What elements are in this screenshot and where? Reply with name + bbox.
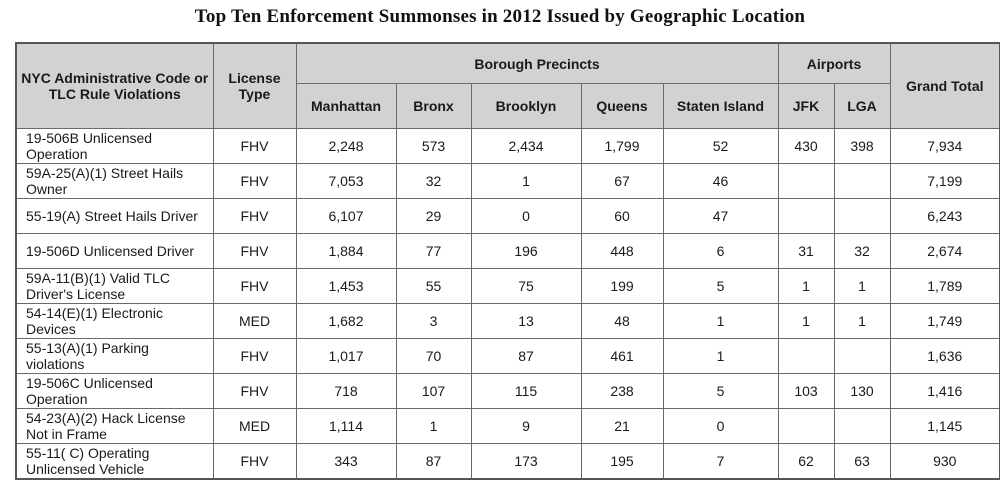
cell-lga: 32 bbox=[834, 234, 890, 269]
table-row bbox=[16, 374, 1000, 409]
cell-license-type: FHV bbox=[213, 269, 296, 304]
table-body bbox=[16, 129, 1000, 480]
cell-lga: 130 bbox=[834, 374, 890, 409]
cell-violation: 19-506D Unlicensed Driver bbox=[16, 234, 213, 269]
header-airports: Airports bbox=[778, 43, 890, 84]
cell-brooklyn: 173 bbox=[471, 444, 581, 480]
table-row bbox=[16, 304, 1000, 339]
cell-manhattan: 343 bbox=[296, 444, 396, 480]
table-row bbox=[16, 409, 1000, 444]
cell-queens: 238 bbox=[581, 374, 663, 409]
table-row bbox=[16, 164, 1000, 199]
cell-brooklyn: 115 bbox=[471, 374, 581, 409]
cell-brooklyn: 87 bbox=[471, 339, 581, 374]
cell-grand-total: 7,934 bbox=[890, 129, 1000, 164]
cell-manhattan: 1,017 bbox=[296, 339, 396, 374]
cell-jfk: 62 bbox=[778, 444, 834, 480]
cell-queens: 199 bbox=[581, 269, 663, 304]
cell-violation: 54-14(E)(1) Electronic Devices bbox=[16, 304, 213, 339]
cell-brooklyn: 1 bbox=[471, 164, 581, 199]
cell-license-type: FHV bbox=[213, 164, 296, 199]
cell-lga bbox=[834, 164, 890, 199]
cell-license-type: MED bbox=[213, 304, 296, 339]
cell-brooklyn: 2,434 bbox=[471, 129, 581, 164]
cell-staten-island: 0 bbox=[663, 409, 778, 444]
cell-staten-island: 1 bbox=[663, 339, 778, 374]
header-row-top bbox=[16, 43, 1000, 84]
cell-staten-island: 1 bbox=[663, 304, 778, 339]
cell-jfk bbox=[778, 339, 834, 374]
cell-queens: 67 bbox=[581, 164, 663, 199]
cell-staten-island: 5 bbox=[663, 269, 778, 304]
cell-brooklyn: 196 bbox=[471, 234, 581, 269]
cell-queens: 21 bbox=[581, 409, 663, 444]
cell-grand-total: 1,789 bbox=[890, 269, 1000, 304]
cell-manhattan: 718 bbox=[296, 374, 396, 409]
cell-staten-island: 7 bbox=[663, 444, 778, 480]
cell-queens: 461 bbox=[581, 339, 663, 374]
cell-manhattan: 1,682 bbox=[296, 304, 396, 339]
cell-violation: 54-23(A)(2) Hack License Not in Frame bbox=[16, 409, 213, 444]
cell-violation: 19-506B Unlicensed Operation bbox=[16, 129, 213, 164]
header-bronx: Bronx bbox=[396, 84, 471, 129]
cell-bronx: 107 bbox=[396, 374, 471, 409]
header-license-type: License Type bbox=[213, 43, 296, 129]
header-violation: NYC Administrative Code or TLC Rule Violations bbox=[16, 43, 213, 129]
header-borough-precincts: Borough Precincts bbox=[296, 43, 778, 84]
cell-lga: 1 bbox=[834, 269, 890, 304]
cell-jfk bbox=[778, 164, 834, 199]
cell-violation: 55-11( C) Operating Unlicensed Vehicle bbox=[16, 444, 213, 480]
cell-manhattan: 1,453 bbox=[296, 269, 396, 304]
cell-queens: 60 bbox=[581, 199, 663, 234]
cell-queens: 1,799 bbox=[581, 129, 663, 164]
cell-grand-total: 1,749 bbox=[890, 304, 1000, 339]
cell-jfk: 103 bbox=[778, 374, 834, 409]
cell-queens: 195 bbox=[581, 444, 663, 480]
cell-license-type: FHV bbox=[213, 444, 296, 480]
table-row bbox=[16, 234, 1000, 269]
cell-lga bbox=[834, 409, 890, 444]
cell-bronx: 573 bbox=[396, 129, 471, 164]
cell-bronx: 29 bbox=[396, 199, 471, 234]
cell-jfk bbox=[778, 199, 834, 234]
cell-brooklyn: 0 bbox=[471, 199, 581, 234]
cell-license-type: FHV bbox=[213, 234, 296, 269]
cell-bronx: 87 bbox=[396, 444, 471, 480]
table-row bbox=[16, 269, 1000, 304]
cell-license-type: FHV bbox=[213, 129, 296, 164]
header-staten-island: Staten Island bbox=[663, 84, 778, 129]
cell-lga: 63 bbox=[834, 444, 890, 480]
cell-brooklyn: 9 bbox=[471, 409, 581, 444]
cell-queens: 448 bbox=[581, 234, 663, 269]
header-manhattan: Manhattan bbox=[296, 84, 396, 129]
table-row bbox=[16, 199, 1000, 234]
cell-manhattan: 6,107 bbox=[296, 199, 396, 234]
header-grand-total: Grand Total bbox=[890, 43, 1000, 129]
header-jfk: JFK bbox=[778, 84, 834, 129]
header-queens: Queens bbox=[581, 84, 663, 129]
cell-grand-total: 1,416 bbox=[890, 374, 1000, 409]
cell-grand-total: 1,145 bbox=[890, 409, 1000, 444]
cell-license-type: MED bbox=[213, 409, 296, 444]
cell-jfk: 430 bbox=[778, 129, 834, 164]
cell-grand-total: 2,674 bbox=[890, 234, 1000, 269]
cell-grand-total: 930 bbox=[890, 444, 1000, 480]
cell-grand-total: 6,243 bbox=[890, 199, 1000, 234]
cell-staten-island: 46 bbox=[663, 164, 778, 199]
cell-violation: 55-19(A) Street Hails Driver bbox=[16, 199, 213, 234]
cell-queens: 48 bbox=[581, 304, 663, 339]
cell-manhattan: 7,053 bbox=[296, 164, 396, 199]
cell-lga bbox=[834, 339, 890, 374]
cell-brooklyn: 13 bbox=[471, 304, 581, 339]
cell-lga: 1 bbox=[834, 304, 890, 339]
cell-bronx: 70 bbox=[396, 339, 471, 374]
cell-manhattan: 1,114 bbox=[296, 409, 396, 444]
cell-violation: 59A-11(B)(1) Valid TLC Driver's License bbox=[16, 269, 213, 304]
cell-bronx: 32 bbox=[396, 164, 471, 199]
header-lga: LGA bbox=[834, 84, 890, 129]
cell-jfk: 1 bbox=[778, 304, 834, 339]
cell-lga bbox=[834, 199, 890, 234]
cell-grand-total: 1,636 bbox=[890, 339, 1000, 374]
cell-staten-island: 5 bbox=[663, 374, 778, 409]
table-header bbox=[16, 43, 1000, 129]
cell-staten-island: 52 bbox=[663, 129, 778, 164]
summonses-table bbox=[15, 42, 1000, 480]
cell-license-type: FHV bbox=[213, 374, 296, 409]
cell-violation: 19-506C Unlicensed Operation bbox=[16, 374, 213, 409]
cell-manhattan: 2,248 bbox=[296, 129, 396, 164]
cell-bronx: 77 bbox=[396, 234, 471, 269]
cell-bronx: 55 bbox=[396, 269, 471, 304]
cell-grand-total: 7,199 bbox=[890, 164, 1000, 199]
cell-jfk: 1 bbox=[778, 269, 834, 304]
cell-manhattan: 1,884 bbox=[296, 234, 396, 269]
cell-violation: 55-13(A)(1) Parking violations bbox=[16, 339, 213, 374]
cell-staten-island: 47 bbox=[663, 199, 778, 234]
cell-bronx: 3 bbox=[396, 304, 471, 339]
cell-jfk: 31 bbox=[778, 234, 834, 269]
cell-staten-island: 6 bbox=[663, 234, 778, 269]
table-row bbox=[16, 129, 1000, 164]
cell-bronx: 1 bbox=[396, 409, 471, 444]
cell-violation: 59A-25(A)(1) Street Hails Owner bbox=[16, 164, 213, 199]
table-row bbox=[16, 444, 1000, 480]
cell-license-type: FHV bbox=[213, 339, 296, 374]
header-brooklyn: Brooklyn bbox=[471, 84, 581, 129]
cell-jfk bbox=[778, 409, 834, 444]
cell-lga: 398 bbox=[834, 129, 890, 164]
table-row bbox=[16, 339, 1000, 374]
table-title: Top Ten Enforcement Summonses in 2012 Issued by Geographic Location bbox=[194, 6, 806, 27]
cell-license-type: FHV bbox=[213, 199, 296, 234]
cell-brooklyn: 75 bbox=[471, 269, 581, 304]
